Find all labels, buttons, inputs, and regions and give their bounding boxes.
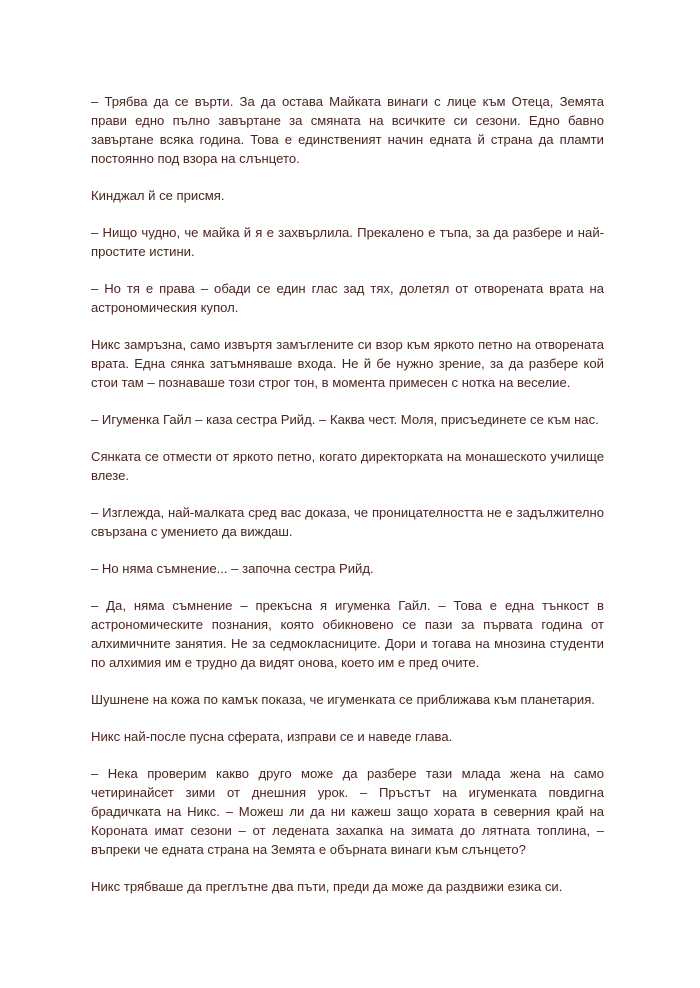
paragraph: Кинджал й се присмя.	[91, 188, 225, 203]
paragraph: Никс замръзна, само извъртя замъглените си взор към яркото петно на отворената врата. Една сянка затъмняваше входа. Не й бе нужно зрение, за да разбере кой стои там – познаваше този строг тон, в момента примесен с нотка на веселие.	[91, 337, 604, 390]
paragraph: Никс трябваше да преглътне два пъти, преди да може да раздвижи езика си.	[91, 879, 563, 894]
paragraph: – Нека проверим какво друго може да разбере тази млада жена на само четиринайсет зими от днешния урок. – Пръстът на игуменката повдигна брадичката на Никс. – Можеш ли да ни кажеш защо хората в северния край на Короната имат сезони – от ледената захапка на зимата до лятната топлина, – въпреки че едната страна на Земята е обърната винаги към слънцето?	[91, 766, 604, 857]
paragraph: Сянката се отмести от яркото петно, когато директорката на монашеското училище влезе.	[91, 449, 604, 483]
paragraph: – Изглежда, най-малката сред вас доказа, че проницателността не е задължително свързана с умението да виждаш.	[91, 505, 604, 539]
paragraph: – Но тя е права – обади се един глас зад тях, долетял от отворената врата на астрономическия купол.	[91, 281, 604, 315]
document-body	[91, 92, 604, 914]
paragraph: Шушнене на кожа по камък показа, че игуменката се приближава към планетария.	[91, 692, 595, 707]
paragraph: Никс най-после пусна сферата, изправи се и наведе глава.	[91, 729, 453, 744]
paragraph: – Но няма съмнение... – започна сестра Рийд.	[91, 561, 374, 576]
paragraph: – Игуменка Гайл – каза сестра Рийд. – Каква чест. Моля, присъединете се към нас.	[91, 412, 599, 427]
paragraph: – Нищо чудно, че майка й я е захвърлила. Прекалено е тъпа, за да разбере и най-простите истини.	[91, 225, 604, 259]
paragraph: – Трябва да се върти. За да остава Майката винаги с лице към Отеца, Земята прави едно пълно завъртане за смяната на всичките си сезони. Едно бавно завъртане всяка година. Това е единственият начин едната й страна да пламти постоянно под взора на слънцето.	[91, 94, 604, 166]
paragraph: – Да, няма съмнение – прекъсна я игуменка Гайл. – Това е една тънкост в астрономическите познания, която обикновено се пази за първата година от алхимичните занятия. Не за седмокласниците. Дори и тогава на мнозина студенти по алхимия им е трудно да видят онова, което им е пред очите.	[91, 598, 604, 670]
